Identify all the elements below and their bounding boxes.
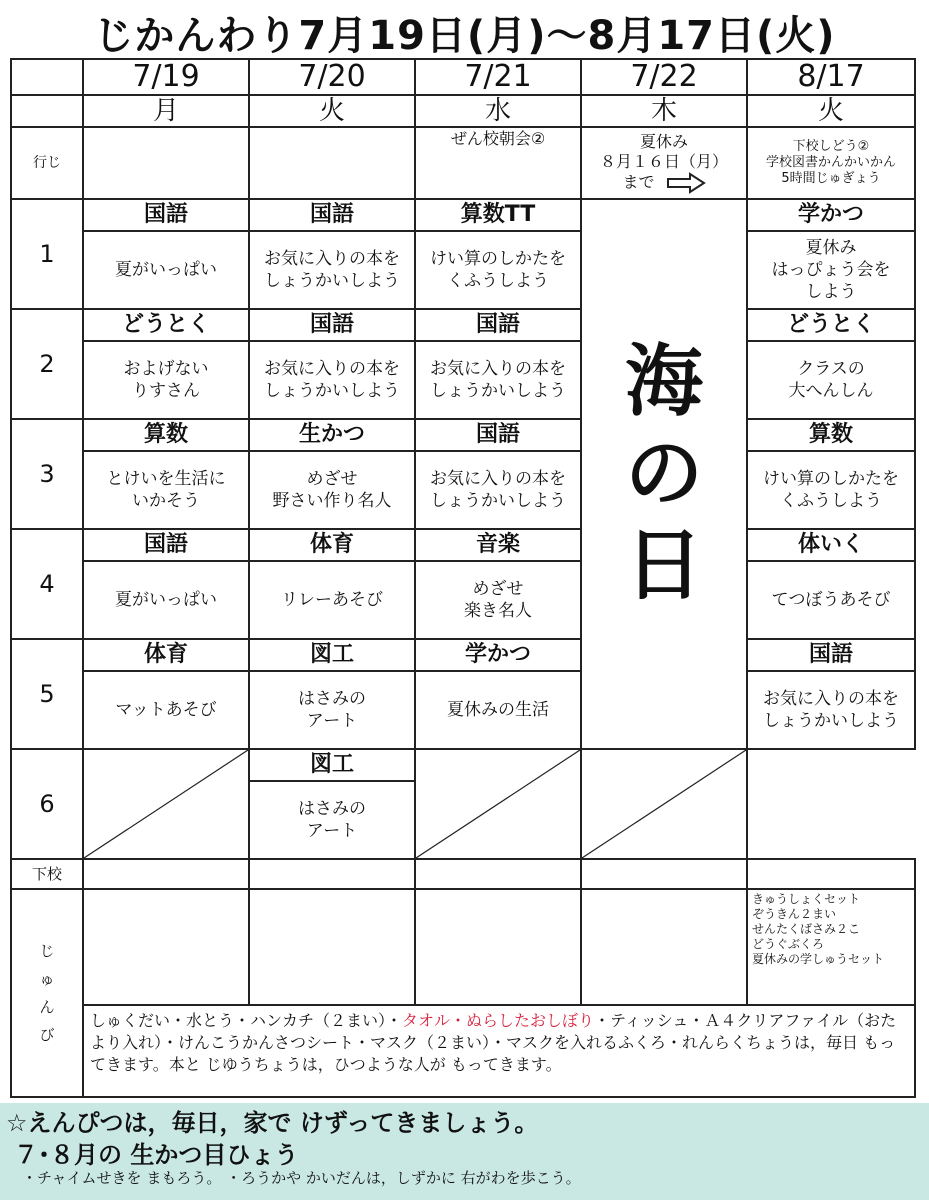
dismissal-cell xyxy=(249,859,415,889)
event-text: まで xyxy=(582,172,746,194)
empty-slot xyxy=(581,749,747,859)
event-cell xyxy=(415,127,581,199)
event-text: 下校しどう② xyxy=(792,139,870,154)
empty-slot xyxy=(83,749,249,859)
event-label: 行じ xyxy=(11,127,83,199)
holiday-char: の xyxy=(624,429,703,519)
footer-notes xyxy=(0,1103,929,1200)
period-row xyxy=(11,419,915,451)
period-number: 2 xyxy=(11,309,83,419)
topic: クラスの 大へんしん xyxy=(747,341,915,419)
diagonal-line xyxy=(582,750,746,858)
subject: 体育 xyxy=(83,639,249,671)
topic: 夏休みの生活 xyxy=(415,671,581,749)
topic: けい算のしかたを くふうしよう xyxy=(415,231,581,309)
weekday-header: 火 xyxy=(249,95,415,127)
topic-row xyxy=(11,671,915,749)
subject: 図工 xyxy=(249,639,415,671)
dismissal-row xyxy=(11,859,915,889)
preparation-list xyxy=(747,889,915,1005)
weekday-header: 月 xyxy=(83,95,249,127)
subject: どうとく xyxy=(747,309,915,341)
topic-row xyxy=(11,231,915,309)
subject: 国語 xyxy=(249,309,415,341)
topic: お気に入りの本を しょうかいしよう xyxy=(249,341,415,419)
preparation-cell xyxy=(249,889,415,1005)
topic: マットあそび xyxy=(83,671,249,749)
topic: めざせ 楽き名人 xyxy=(415,561,581,639)
subject: 国語 xyxy=(83,199,249,231)
topic: 夏がいっぱい xyxy=(83,231,249,309)
prep-item: 夏休みの学しゅうセット xyxy=(752,952,885,966)
event-cell xyxy=(581,127,747,199)
highlight-text: タオル・ぬらしたおしぼり xyxy=(402,1011,595,1030)
topic-row xyxy=(11,561,915,639)
event-cell xyxy=(249,127,415,199)
period-row xyxy=(11,749,915,781)
period-number: 5 xyxy=(11,639,83,749)
diagonal-line xyxy=(416,750,580,858)
subject: 算数 xyxy=(747,419,915,451)
date-row xyxy=(11,59,915,95)
weekday-header: 水 xyxy=(415,95,581,127)
dismissal-label: 下校 xyxy=(11,859,83,889)
page-title: じかんわり7月19日(月)～8月17日(火) xyxy=(93,13,836,59)
weekday-row xyxy=(11,95,915,127)
subject: 体いく xyxy=(747,529,915,561)
topic: 夏がいっぱい xyxy=(83,561,249,639)
subject: 生かつ xyxy=(249,419,415,451)
weekday-header: 木 xyxy=(581,95,747,127)
topic-row xyxy=(11,341,915,419)
timetable xyxy=(10,58,916,1098)
date-header: 7/20 xyxy=(249,59,415,95)
subject: 国語 xyxy=(415,309,581,341)
prep-item: きゅうしょくセット xyxy=(752,892,861,906)
diagonal-line xyxy=(84,750,248,858)
event-text: 夏休み xyxy=(639,132,688,151)
subject: 国語 xyxy=(415,419,581,451)
topic: とけいを生活に いかそう xyxy=(83,451,249,529)
period-row xyxy=(11,639,915,671)
event-text: ８月１６日（月） xyxy=(599,152,728,171)
prep-item: せんたくばさみ２こ xyxy=(752,922,861,936)
pencil-note: ☆えんぴつは，毎日，家で けずってきましょう。 xyxy=(6,1109,539,1137)
event-text: 学校図書かんかいかん xyxy=(765,155,896,170)
period-number: 1 xyxy=(11,199,83,309)
holiday-char: 海 xyxy=(624,337,703,427)
preparation-row xyxy=(11,889,915,1005)
topic: およげない りすさん xyxy=(83,341,249,419)
date-header: 7/21 xyxy=(415,59,581,95)
period-number: 6 xyxy=(11,749,83,859)
prep-item: どうぐぶくろ xyxy=(752,937,825,951)
topic-row xyxy=(11,451,915,529)
topic: お気に入りの本を しょうかいしよう xyxy=(415,341,581,419)
subject: 学かつ xyxy=(747,199,915,231)
preparation-cell xyxy=(581,889,747,1005)
right-arrow-icon xyxy=(666,172,706,194)
date-header: 7/19 xyxy=(83,59,249,95)
daily-items: しゅくだい・水とう・ハンカチ（２まい）・タオル・ぬらしたおしぼり・ティッシュ・Ａ４クリアファイル（おたより入れ）・けんこうかんさつシート・マスク（２まい）・マスクを入れるふくろ・れんらくちょうは，毎日 もってきます。本と じゆうちょうは，ひつような人が もってきます。 xyxy=(83,1005,915,1097)
topic: お気に入りの本を しょうかいしよう xyxy=(747,671,915,749)
event-cell xyxy=(83,127,249,199)
monthly-goal-text: ・チャイムせきを まもろう。 ・ろうかや かいだんは，しずかに 右がわを歩こう。 xyxy=(22,1169,581,1187)
topic: はさみの アート xyxy=(249,671,415,749)
dismissal-cell xyxy=(415,859,581,889)
topic: リレーあそび xyxy=(249,561,415,639)
event-text: 5時間じゅぎょう xyxy=(781,171,881,186)
subject: 体育 xyxy=(249,529,415,561)
topic: めざせ 野さい作り名人 xyxy=(249,451,415,529)
subject: 図工 xyxy=(249,749,415,781)
monthly-goal-title: ７･８月の 生かつ目ひょう xyxy=(14,1141,299,1169)
dismissal-cell xyxy=(83,859,249,889)
period-row xyxy=(11,309,915,341)
dismissal-cell xyxy=(747,859,915,889)
subject: どうとく xyxy=(83,309,249,341)
corner-cell xyxy=(11,95,83,127)
date-header: 7/22 xyxy=(581,59,747,95)
period-row xyxy=(11,529,915,561)
daily-items-row xyxy=(11,1005,915,1097)
subject: 算数TT xyxy=(415,199,581,231)
holiday-cell xyxy=(581,199,747,749)
topic: 夏休み はっぴょう会を しよう xyxy=(747,231,915,309)
subject: 音楽 xyxy=(415,529,581,561)
event-cell xyxy=(747,127,915,199)
topic: お気に入りの本を しょうかいしよう xyxy=(415,451,581,529)
subject: 国語 xyxy=(747,639,915,671)
period-number: 3 xyxy=(11,419,83,529)
subject: 学かつ xyxy=(415,639,581,671)
prep-item: ぞうきん２まい xyxy=(752,907,837,921)
topic: てつぼうあそび xyxy=(747,561,915,639)
event-row xyxy=(11,127,915,199)
dismissal-cell xyxy=(581,859,747,889)
topic: はさみの アート xyxy=(249,781,415,859)
date-header: 8/17 xyxy=(747,59,915,95)
period-row xyxy=(11,199,915,231)
subject: 算数 xyxy=(83,419,249,451)
weekday-header: 火 xyxy=(747,95,915,127)
event-text: ぜん校朝会② xyxy=(450,129,546,148)
period-number: 4 xyxy=(11,529,83,639)
empty-slot xyxy=(415,749,581,859)
preparation-cell xyxy=(415,889,581,1005)
preparation-cell xyxy=(83,889,249,1005)
preparation-label: じゅんび xyxy=(11,889,83,1097)
subject: 国語 xyxy=(249,199,415,231)
subject: 国語 xyxy=(83,529,249,561)
topic: お気に入りの本を しょうかいしよう xyxy=(249,231,415,309)
holiday-char: 日 xyxy=(624,521,703,611)
topic: けい算のしかたを くふうしよう xyxy=(747,451,915,529)
corner-cell xyxy=(11,59,83,95)
